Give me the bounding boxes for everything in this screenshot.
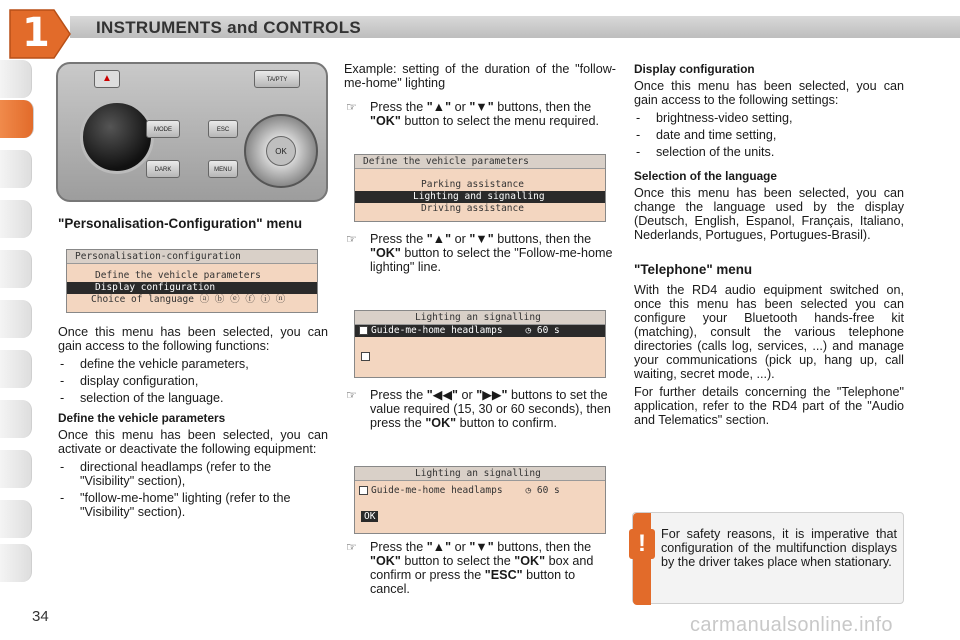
screen-lighting-2: [354, 466, 606, 534]
list-item: - directional headlamps (refer to the "Visibility" section),: [58, 460, 328, 488]
screen-item-selected: Display configuration: [67, 282, 317, 294]
section-tab[interactable]: [0, 400, 32, 438]
page-title: INSTRUMENTS and CONTROLS: [96, 18, 362, 37]
finger-icon: ☞: [346, 100, 357, 114]
safety-warning: [632, 512, 904, 604]
warning-strip: [633, 513, 651, 605]
section-tab-active[interactable]: [0, 100, 34, 138]
menu-heading: "Personalisation-Configuration" menu: [58, 216, 303, 231]
section-tabs: [0, 60, 34, 580]
column-2: [344, 62, 616, 134]
list-item: - display configuration,: [58, 374, 328, 388]
instruction-step: ☞ Press the "◀◀" or "▶▶" buttons to set the value required (15, 30 or 60 seconds), then press the "OK" button to confirm.: [346, 388, 611, 430]
section-tab[interactable]: [0, 60, 32, 98]
finger-icon: ☞: [346, 232, 357, 246]
screen-title: Personalisation-configuration: [67, 250, 317, 264]
checkbox: [359, 326, 368, 335]
warning-icon: !: [629, 529, 655, 559]
instruction-step: ☞ Press the "▲" or "▼" buttons, then the "OK" button to select the "Follow-me-home lighting" line.: [346, 232, 613, 274]
console-photo: [56, 62, 328, 202]
screen-box: [355, 351, 605, 363]
list-item: - selection of the language.: [58, 391, 328, 405]
screen-title: Define the vehicle parameters: [355, 155, 605, 169]
paragraph: Once this menu has been selected, you can activate or deactivate the following equipment:: [58, 428, 328, 456]
column-3: [634, 62, 904, 431]
page-number: 34: [32, 608, 49, 625]
ta-button: TA/PTY: [254, 70, 300, 88]
screen-item: Define the vehicle parameters: [95, 270, 261, 281]
screen-item-selected: Lighting and signalling: [355, 191, 605, 203]
list-item: - "follow-me-home" lighting (refer to the "Visibility" section).: [58, 491, 328, 519]
checkbox: [359, 486, 368, 495]
paragraph: Once this menu has been selected, you can gain access to the following functions:: [58, 325, 328, 353]
subheading: Display configuration: [634, 62, 755, 76]
screen-box: [355, 511, 605, 523]
section-tab[interactable]: [0, 200, 32, 238]
subheading: Selection of the language: [634, 169, 777, 183]
screen-item: Choice of language ⓐ ⓑ ⓔ ⓕ ⓘ ⓝ: [91, 294, 286, 305]
paragraph: Example: setting of the duration of the "follow-me-home" lighting: [344, 62, 616, 90]
dark-button: DARK: [146, 160, 180, 178]
screen-item: Parking assistance: [421, 179, 524, 190]
telephone-heading: "Telephone" menu: [634, 262, 753, 277]
volume-knob: [80, 100, 154, 174]
screen-item: Driving assistance: [421, 203, 524, 214]
section-tab[interactable]: [0, 500, 32, 538]
equipment-list: [58, 460, 328, 519]
screen-personalisation: [66, 249, 318, 313]
paragraph: For further details concerning the "Telephone" application, refer to the RD4 part of the "Audio and Telematics" section.: [634, 385, 904, 427]
page-header: [0, 0, 960, 54]
ok-box: [361, 352, 370, 361]
screen-title: Lighting an signalling: [355, 467, 605, 481]
column-2-step3: [344, 388, 616, 436]
screen-vehicle-parameters: [354, 154, 606, 222]
section-tab[interactable]: [0, 450, 32, 488]
finger-icon: ☞: [346, 388, 357, 402]
ok-box-selected: OK: [361, 511, 378, 522]
list-item: - selection of the units.: [634, 145, 904, 159]
warning-text: For safety reasons, it is imperative that configuration of the multifunction displays by the driver takes place when stationary.: [661, 527, 897, 569]
section-tab[interactable]: [0, 300, 32, 338]
hazard-icon: ▲: [94, 70, 120, 88]
instruction-step: ☞ Press the "▲" or "▼" buttons, then the "OK" button to select the "OK" box and confirm or press the "ESC" button to cancel.: [346, 540, 594, 596]
screen-item: Guide-me-home headlamps ◷ 60 s: [355, 485, 605, 497]
screen-lighting-1: [354, 310, 606, 378]
subheading: Define the vehicle parameters: [58, 411, 226, 425]
column-2-step2: [344, 232, 616, 280]
list-item: - define the vehicle parameters,: [58, 357, 328, 371]
section-tab[interactable]: [0, 250, 32, 288]
paragraph: With the RD4 audio equipment switched on, once this menu has been selected you can configure your Bluetooth hands-free kit (matching), consult the various telephone directories (calls log, services, ...) and manage your communications (pick up, hang up, call waiting, secret mode, ...).: [634, 283, 904, 381]
screen-item-selected: Guide-me-home headlamps ◷ 60 s: [355, 325, 605, 337]
settings-list: [634, 111, 904, 159]
column-2-step4: [344, 540, 616, 602]
paragraph: Once this menu has been selected, you can gain access to the following settings:: [634, 79, 904, 107]
menu-button: MENU: [208, 160, 238, 178]
column-1-body: [58, 325, 328, 525]
function-list: [58, 357, 328, 405]
column-1: [58, 210, 328, 237]
esc-button: ESC: [208, 120, 238, 138]
section-tab[interactable]: [0, 544, 32, 582]
list-item: - date and time setting,: [634, 128, 904, 142]
section-tab[interactable]: [0, 150, 32, 188]
section-tab[interactable]: [0, 350, 32, 388]
chapter-number: 1: [22, 10, 50, 56]
ok-button: OK: [266, 136, 296, 166]
paragraph: Once this menu has been selected, you can change the language used by the display (Deutsch, English, Espanol, Français, Italiano, Nederlands, Portugues, Portugues-Brasil).: [634, 186, 904, 242]
watermark: carmanualsonline.info: [690, 614, 893, 636]
list-item: - brightness-video setting,: [634, 111, 904, 125]
screen-title: Lighting an signalling: [355, 311, 605, 325]
instruction-step: ☞ Press the "▲" or "▼" buttons, then the "OK" button to select the menu required.: [346, 100, 599, 128]
finger-icon: ☞: [346, 540, 357, 554]
mode-button: MODE: [146, 120, 180, 138]
